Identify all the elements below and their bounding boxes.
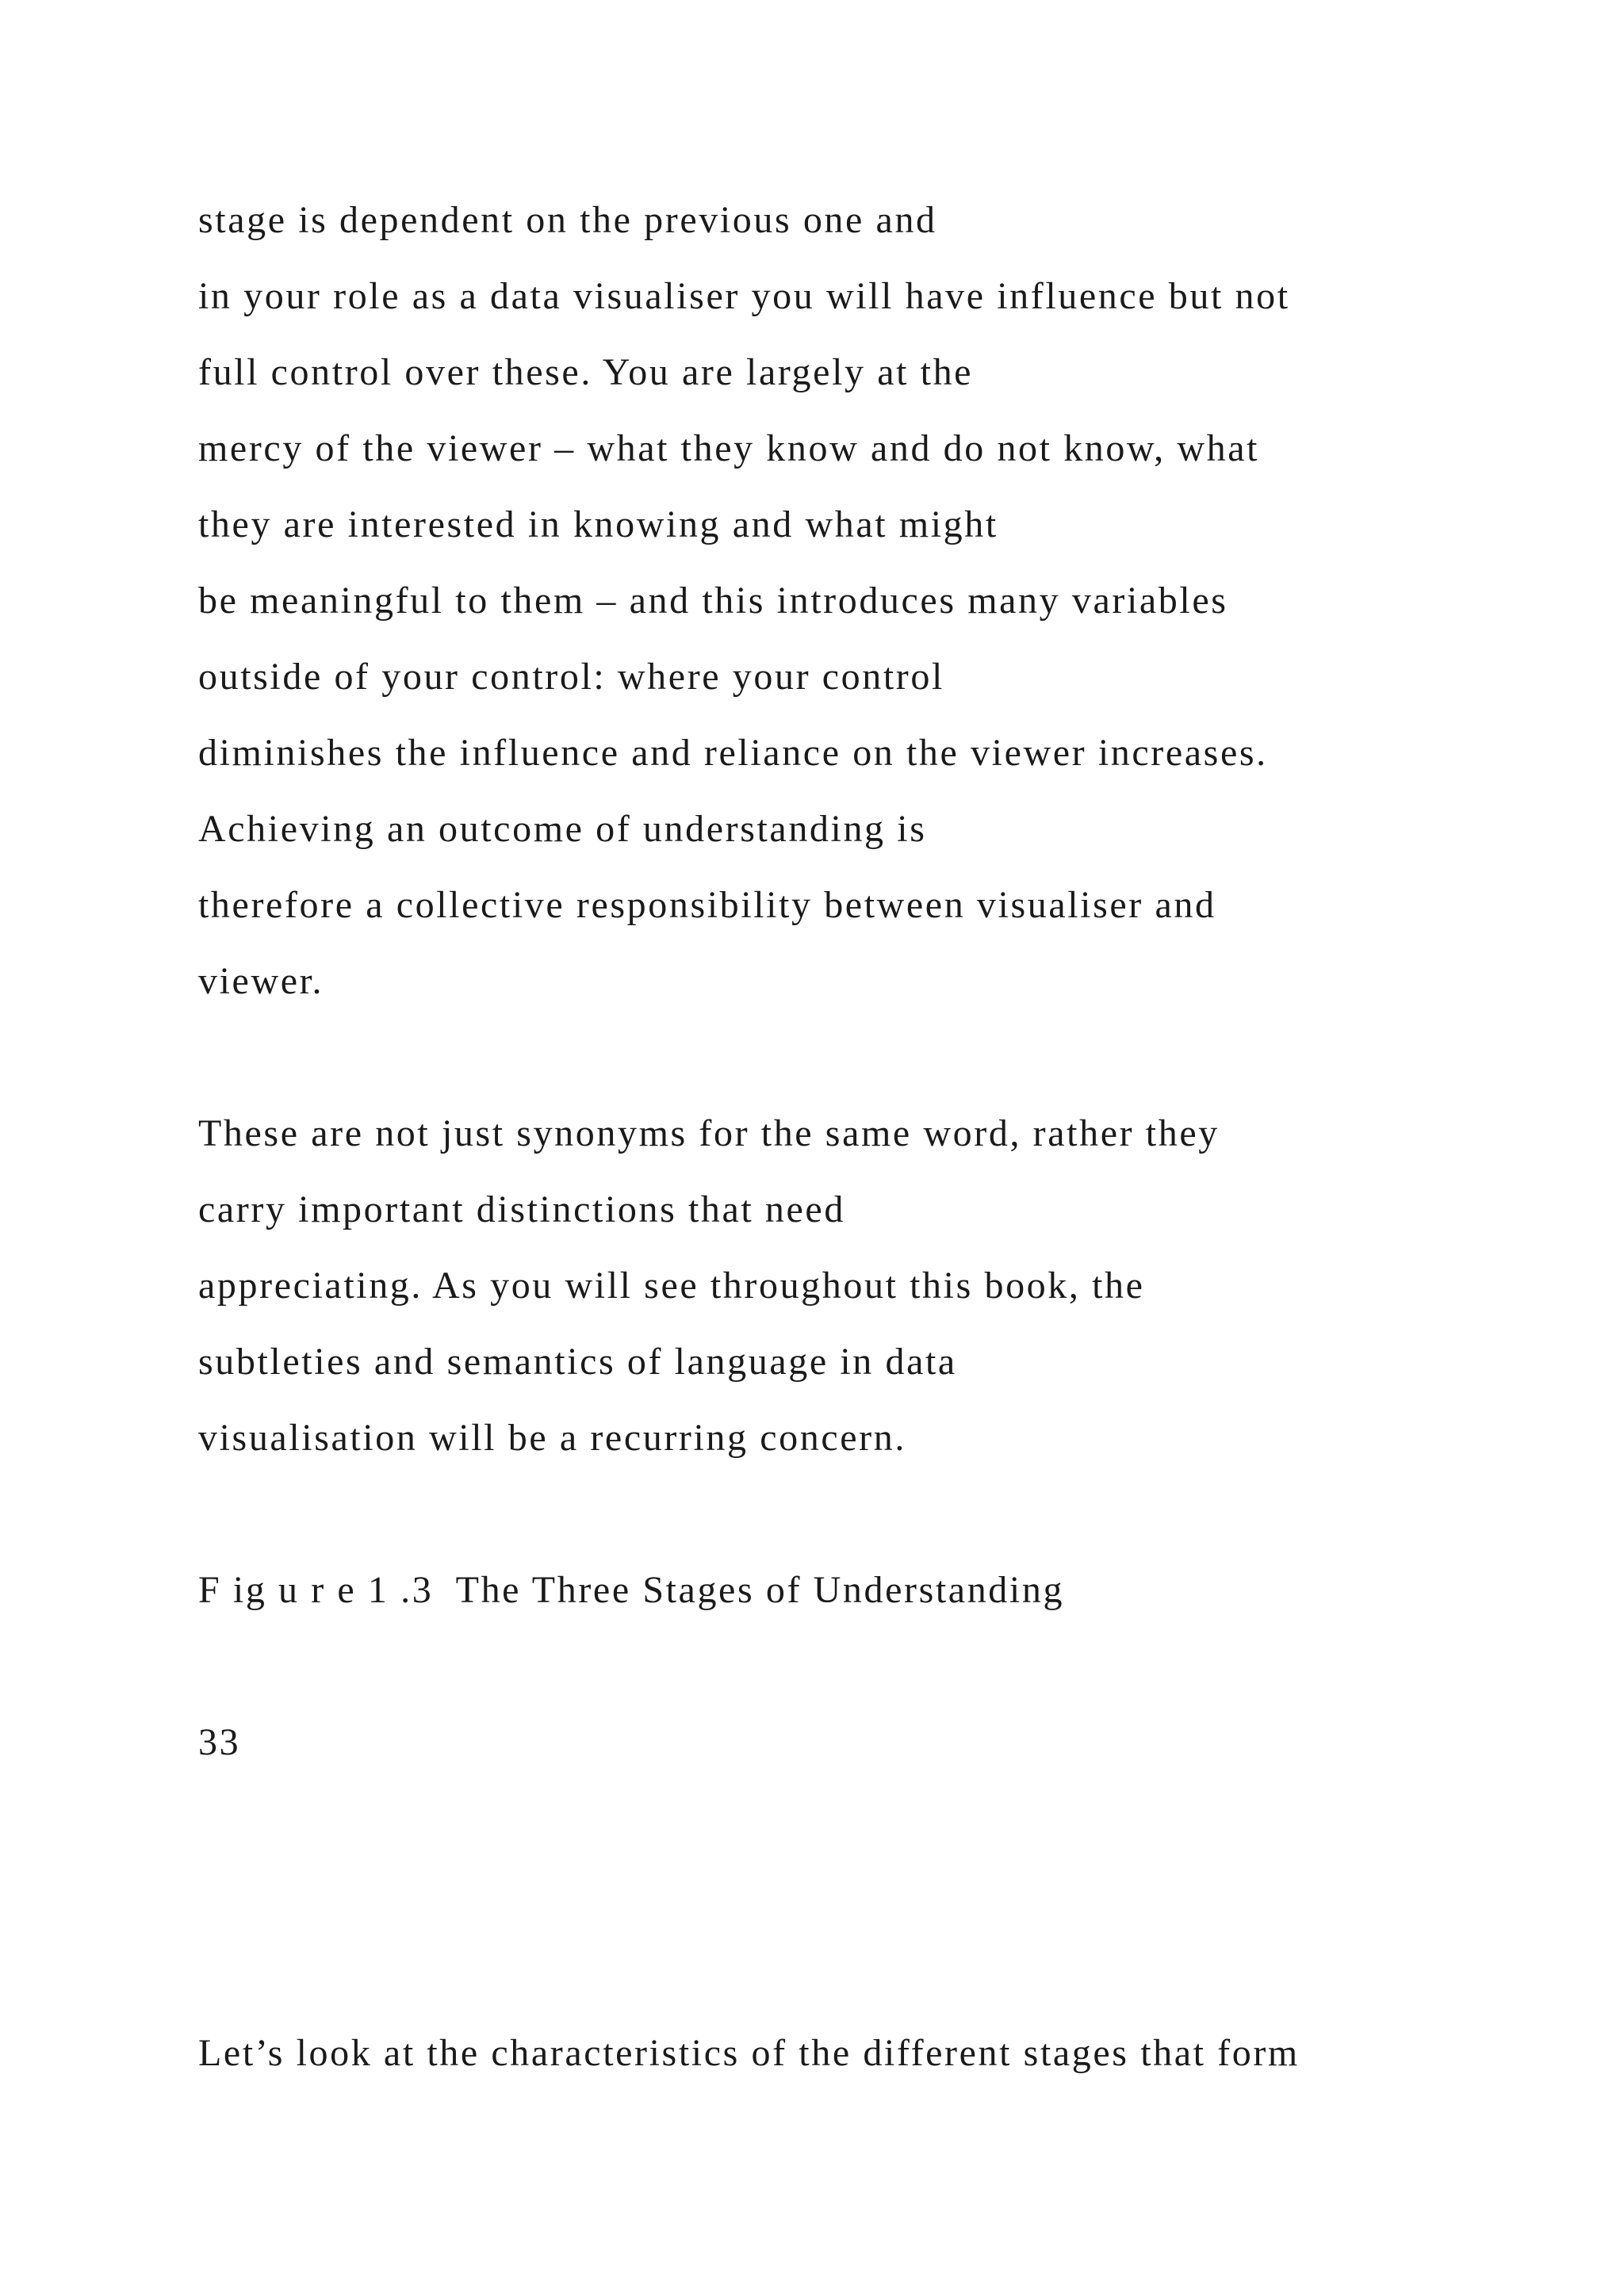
paragraph-2-line-1: These are not just synonyms for the same word, rather they [198,1112,1220,1154]
paragraph-1-line-10: therefore a collective responsibility between visualiser and [198,884,1216,926]
paragraph-1-line-1: stage is dependent on the previous one and [198,199,937,241]
paragraph-2-line-5: visualisation will be a recurring concern. [198,1417,906,1459]
paragraph-2-line-2: carry important distinctions that need [198,1188,845,1230]
paragraph-2-line-3: appreciating. As you will see throughout this book, the [198,1265,1145,1307]
paragraph-2-line-4: subtleties and semantics of language in data [198,1341,957,1383]
paragraph-1-line-7: outside of your control: where your control [198,656,944,698]
paragraph-1-line-2: in your role as a data visualiser you will have influence but not [198,275,1290,317]
paragraph-1-line-6: be meaningful to them – and this introduces many variables [198,580,1228,622]
paragraph-1-line-8: diminishes the influence and reliance on the viewer increases. [198,732,1268,774]
paragraph-1-line-9: Achieving an outcome of understanding is [198,808,927,850]
paragraph-3-line-1: Let’s look at the characteristics of the different stages that form [198,2032,1300,2074]
paragraph-1-line-5: they are interested in knowing and what might [198,503,998,545]
paragraph-1-line-3: full control over these. You are largely at the [198,351,974,393]
paragraph-1-line-4: mercy of the viewer – what they know and do not know, what [198,427,1260,469]
paragraph-1-line-11: viewer. [198,960,324,1002]
page-number: 33 [198,1721,241,1763]
figure-caption: F ig u r e 1 .3 The Three Stages of Understanding [198,1569,1065,1611]
